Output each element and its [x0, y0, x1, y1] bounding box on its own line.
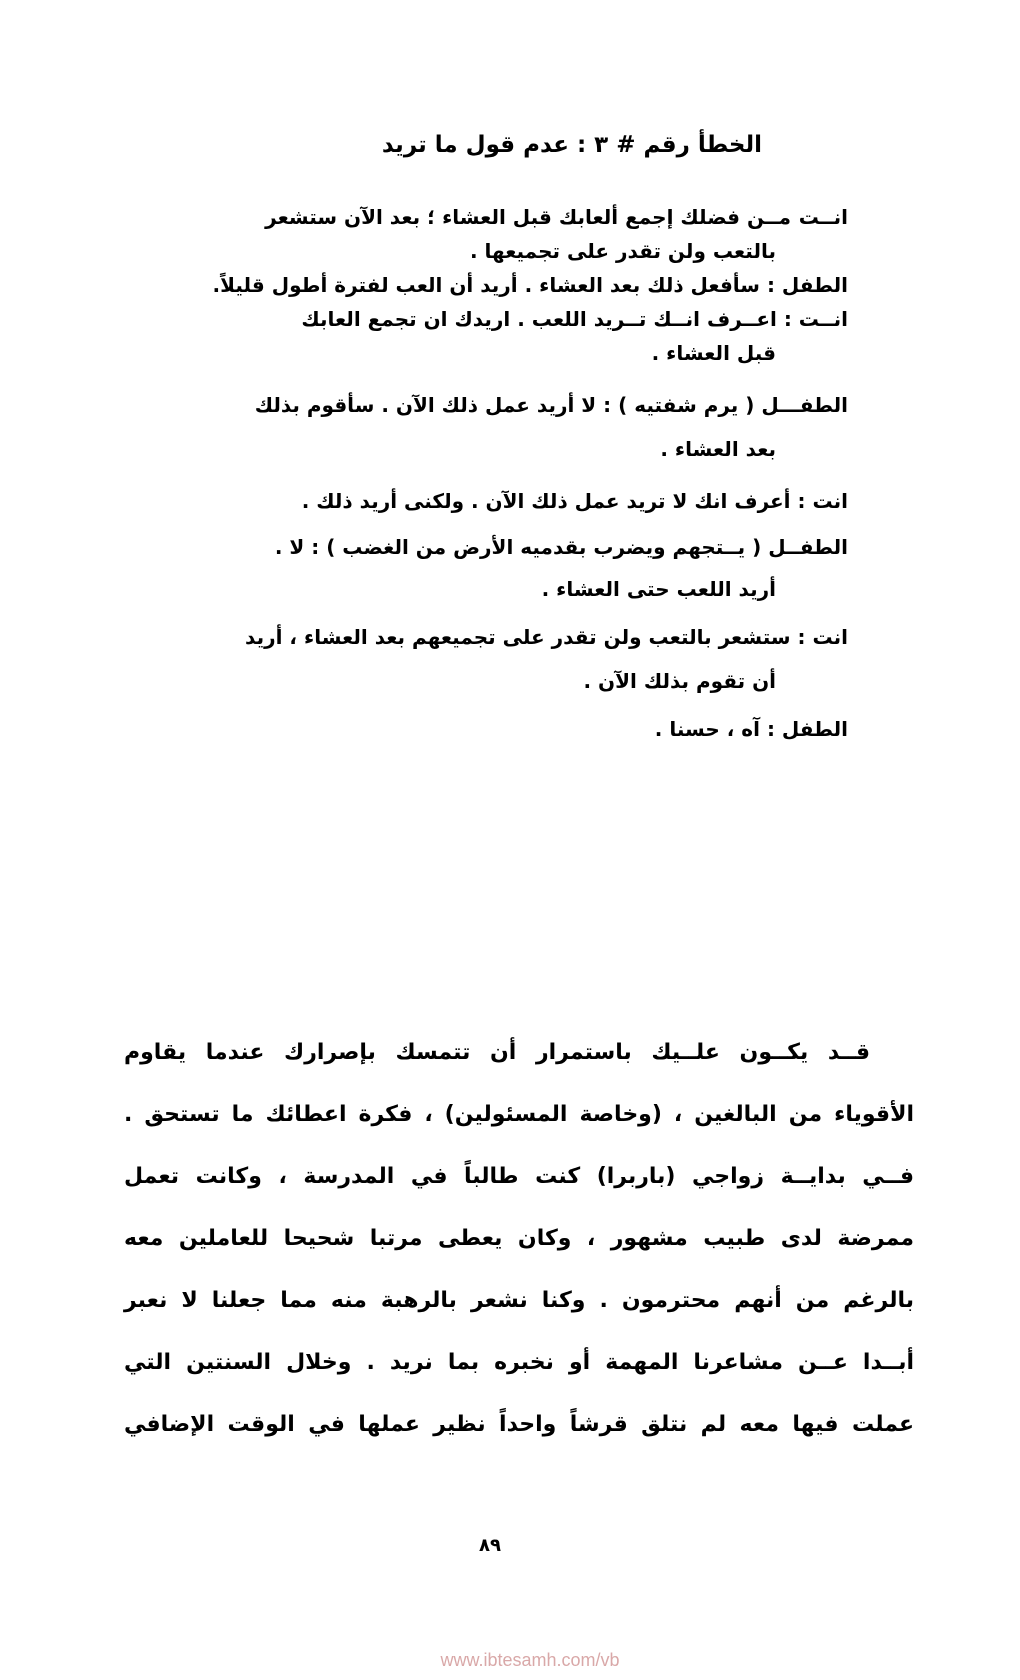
dialogue-line: أريد اللعب حتى العشاء .: [541, 577, 776, 601]
dialogue-line: ستشعر بالتعب ولن تقدر على تجميعهم بعد العشاء ، أريد: [245, 625, 791, 649]
dialogue-turn: [158, 620, 848, 698]
dialogue-line: آه ، حسنا .: [654, 717, 760, 741]
dialogue-turn: [158, 530, 848, 606]
speaker-label: انــت: [798, 205, 848, 229]
speaker-label: انت :: [797, 625, 848, 649]
paragraph-line: ممرضة لدى طبيب مشهور ، وكان يعطى مرتبا شحيحا للعاملين معه: [124, 1226, 914, 1251]
dialogue-turn: [158, 200, 848, 268]
speaker-label: انت :: [797, 489, 848, 513]
dialogue-block: [158, 200, 848, 746]
dialogue-line: بالتعب ولن تقدر على تجميعها .: [469, 239, 776, 263]
dialogue-line: أن تقوم بذلك الآن .: [583, 669, 776, 693]
dialogue-turn: [158, 712, 848, 746]
paragraph-line: قــد يكــون علــيك باستمرار أن تتمسك بإصرارك عندما يقاوم: [124, 1040, 870, 1065]
speaker-label: الطفــل: [768, 535, 848, 559]
dialogue-turn: [158, 268, 848, 302]
dialogue-line: ( يــتجهم ويضرب بقدميه الأرض من الغضب ) : لا .: [274, 535, 762, 559]
speaker-label: الطفل :: [766, 717, 848, 741]
dialogue-line: بعد العشاء .: [660, 437, 776, 461]
dialogue-turn: [158, 302, 848, 370]
paragraph-line: فــي بدايــة زواجي (باربرا) كنت طالباً في المدرسة ، وكانت تعمل: [124, 1164, 914, 1189]
speaker-label: انــت :: [783, 307, 848, 331]
body-paragraph: [124, 1022, 914, 1456]
dialogue-line: أعرف انك لا تريد عمل ذلك الآن . ولكنى أريد ذلك .: [301, 489, 791, 513]
paragraph-line: أبــدا عــن مشاعرنا المهمة أو نخبره بما نريد . وخلال السنتين التي: [124, 1350, 914, 1375]
dialogue-line: قبل العشاء .: [651, 341, 776, 365]
section-heading: [342, 128, 762, 162]
dialogue-turn: [158, 388, 848, 466]
dialogue-line: مــن فضلك إجمع ألعابك قبل العشاء ؛ بعد الآن ستشعر: [265, 205, 792, 229]
dialogue-line: ( يرم شفتيه ) : لا أريد عمل ذلك الآن . سأقوم بذلك: [254, 393, 755, 417]
page-number: ٨٩: [479, 1535, 501, 1556]
paragraph-line: الأقوياء من البالغين ، (وخاصة المسئولين) ، فكرة اعطائك ما تستحق .: [124, 1102, 914, 1127]
paragraph-line: بالرغم من أنهم محترمون . وكنا نشعر بالرهبة منه مما جعلنا لا نعبر: [124, 1288, 914, 1313]
dialogue-line: اعــرف انــك تــريد اللعب . اريدك ان تجمع العابك: [301, 307, 777, 331]
speaker-label: الطفل :: [766, 273, 848, 297]
dialogue-turn: [158, 484, 848, 518]
heading-text: الخطأ رقم # ٣ : عدم قول ما تريد: [381, 132, 762, 158]
speaker-label: الطفـــل: [761, 393, 848, 417]
watermark-url: www.ibtesamh.com/vb: [440, 1650, 620, 1670]
paragraph-line: عملت فيها معه لم نتلق قرشاً واحداً نظير عملها في الوقت الإضافي: [124, 1412, 914, 1437]
dialogue-line: سأفعل ذلك بعد العشاء . أريد أن العب لفترة أطول قليلاً.: [212, 273, 760, 297]
